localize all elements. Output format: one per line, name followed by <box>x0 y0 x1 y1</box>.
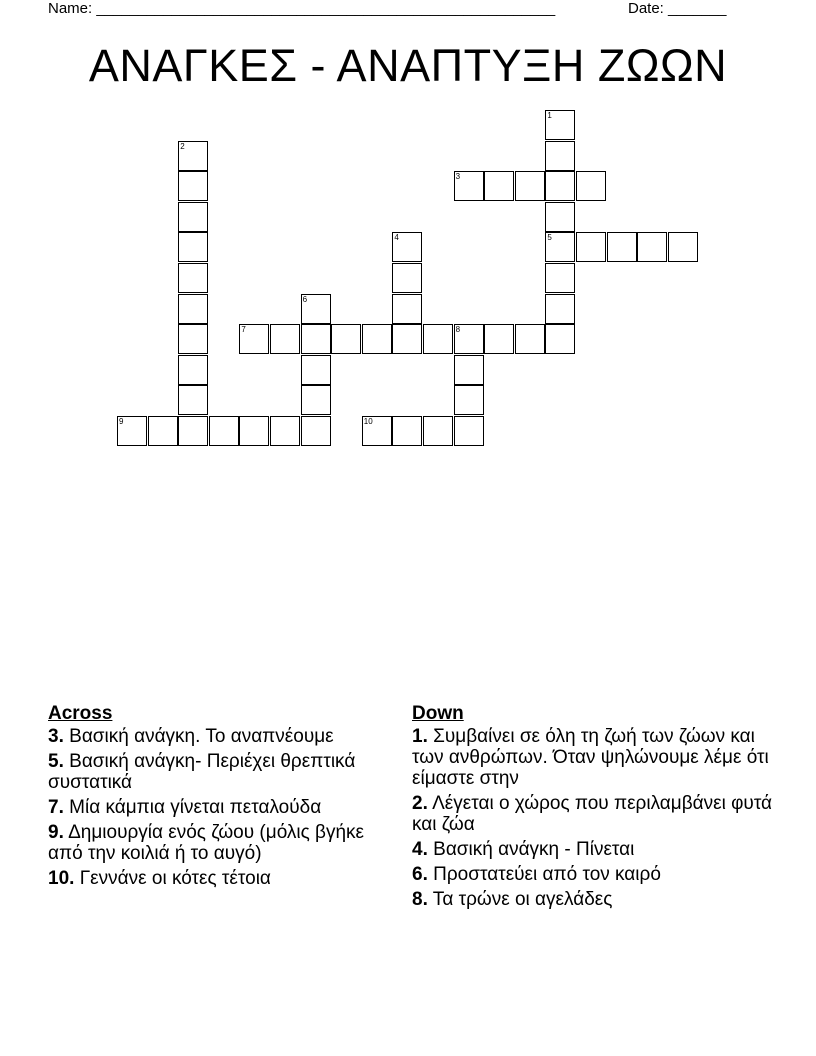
crossword-cell[interactable] <box>607 232 637 262</box>
crossword-grid <box>0 0 816 460</box>
crossword-cell[interactable] <box>270 416 300 446</box>
clue-text: Βασική ανάγκη. Το αναπνέουμε <box>69 726 334 747</box>
name-field-label[interactable]: Name: _______________________________________________________ <box>48 0 556 17</box>
crossword-cell[interactable] <box>301 416 331 446</box>
crossword-cell[interactable] <box>454 416 484 446</box>
crossword-cell[interactable] <box>239 324 269 354</box>
cell-number: 10 <box>363 417 373 426</box>
crossword-cell[interactable] <box>423 324 453 354</box>
crossword-cell[interactable] <box>545 324 575 354</box>
clue-number: 5. <box>48 751 64 772</box>
crossword-cell[interactable] <box>637 232 667 262</box>
across-clue <box>48 751 393 793</box>
down-clue <box>412 864 777 885</box>
clue-text: Βασική ανάγκη- Περιέχει θρεπτικά συστατικά <box>48 751 356 793</box>
crossword-cell[interactable] <box>301 385 331 415</box>
cell-number: 9 <box>119 417 124 426</box>
crossword-cell[interactable] <box>545 202 575 232</box>
clue-number: 10. <box>48 868 75 889</box>
down-clue <box>412 726 777 789</box>
crossword-cell[interactable] <box>117 416 147 446</box>
clue-number: 7. <box>48 797 64 818</box>
crossword-cell[interactable] <box>454 171 484 201</box>
page-title: ΑΝΑΓΚΕΣ - ΑΝΑΠΤΥΞΗ ΖΩΩΝ <box>88 40 728 91</box>
crossword-cell[interactable] <box>392 232 422 262</box>
across-clue <box>48 822 393 864</box>
crossword-cell[interactable] <box>454 385 484 415</box>
down-clue <box>412 839 777 860</box>
cell-number: 3 <box>455 172 461 182</box>
crossword-cell[interactable] <box>178 416 208 446</box>
clue-number: 8. <box>412 889 428 910</box>
across-heading: Across <box>48 703 113 724</box>
crossword-cell[interactable] <box>209 416 239 446</box>
crossword-cell[interactable] <box>178 263 208 293</box>
crossword-cell[interactable] <box>545 232 575 262</box>
across-clue <box>48 797 393 818</box>
clue-text: Δημιουργία ενός ζώου (μόλις βγήκε από την κοιλιά ή το αυγό) <box>48 822 365 864</box>
crossword-cell[interactable] <box>392 324 422 354</box>
crossword-cell[interactable] <box>239 416 269 446</box>
cell-number: 5 <box>547 233 552 243</box>
clue-number: 4. <box>412 839 428 860</box>
cell-number: 8 <box>455 325 461 335</box>
crossword-cell[interactable] <box>301 324 331 354</box>
crossword-cell[interactable] <box>515 171 545 201</box>
crossword-cell[interactable] <box>545 110 575 140</box>
cell-number: 7 <box>241 325 246 335</box>
clue-text: Γεννάνε οι κότες τέτοια <box>79 868 271 889</box>
crossword-cell[interactable] <box>515 324 545 354</box>
crossword-cell[interactable] <box>392 294 422 324</box>
across-clues <box>48 702 393 893</box>
crossword-cell[interactable] <box>454 355 484 385</box>
down-clue <box>412 889 777 910</box>
clue-number: 9. <box>48 822 64 843</box>
crossword-cell[interactable] <box>545 294 575 324</box>
cell-number: 2 <box>180 141 185 151</box>
crossword-cell[interactable] <box>362 324 392 354</box>
crossword-cell[interactable] <box>545 263 575 293</box>
clue-number: 1. <box>412 726 428 747</box>
across-clue <box>48 868 393 889</box>
clue-number: 2. <box>412 793 428 814</box>
crossword-cell[interactable] <box>270 324 300 354</box>
crossword-cell[interactable] <box>178 202 208 232</box>
crossword-cell[interactable] <box>178 324 208 354</box>
down-heading: Down <box>412 703 464 724</box>
clue-number: 6. <box>412 864 428 885</box>
clue-text: Τα τρώνε οι αγελάδες <box>432 889 613 910</box>
crossword-cell[interactable] <box>148 416 178 446</box>
date-field-label[interactable]: Date: _______ <box>628 0 727 17</box>
crossword-cell[interactable] <box>178 385 208 415</box>
crossword-cell[interactable] <box>178 171 208 201</box>
crossword-cell[interactable] <box>178 141 208 171</box>
crossword-cell[interactable] <box>484 171 514 201</box>
crossword-cell[interactable] <box>331 324 361 354</box>
cell-number: 4 <box>394 233 399 243</box>
clue-text: Μία κάμπια γίνεται πεταλούδα <box>69 797 322 818</box>
crossword-cell[interactable] <box>668 232 698 262</box>
crossword-cell[interactable] <box>423 416 453 446</box>
crossword-cell[interactable] <box>301 294 331 324</box>
crossword-cell[interactable] <box>178 232 208 262</box>
crossword-cell[interactable] <box>576 171 606 201</box>
crossword-cell[interactable] <box>392 416 422 446</box>
down-clues <box>412 702 777 914</box>
cell-number: 1 <box>547 111 552 120</box>
down-clue <box>412 793 777 835</box>
crossword-cell[interactable] <box>178 294 208 324</box>
crossword-cell[interactable] <box>392 263 422 293</box>
crossword-cell[interactable] <box>301 355 331 385</box>
crossword-cell[interactable] <box>362 416 392 446</box>
crossword-cell[interactable] <box>484 324 514 354</box>
cell-number: 6 <box>302 294 308 304</box>
crossword-cell[interactable] <box>454 324 484 354</box>
crossword-cell[interactable] <box>545 171 575 201</box>
clue-text: Λέγεται ο χώρος που περιλαμβάνει φυτά και ζώα <box>412 793 773 835</box>
crossword-cell[interactable] <box>178 355 208 385</box>
clue-text: Συμβαίνει σε όλη τη ζωή των ζώων και των ανθρώπων. Όταν ψηλώνουμε λέμε ότι είμαστε στην <box>412 726 769 789</box>
crossword-cell[interactable] <box>545 141 575 171</box>
clue-number: 3. <box>48 726 64 747</box>
crossword-cell[interactable] <box>576 232 606 262</box>
clue-text: Προστατεύει από τον καιρό <box>433 864 661 885</box>
across-clue <box>48 726 393 747</box>
clue-text: Βασική ανάγκη - Πίνεται <box>433 839 635 860</box>
